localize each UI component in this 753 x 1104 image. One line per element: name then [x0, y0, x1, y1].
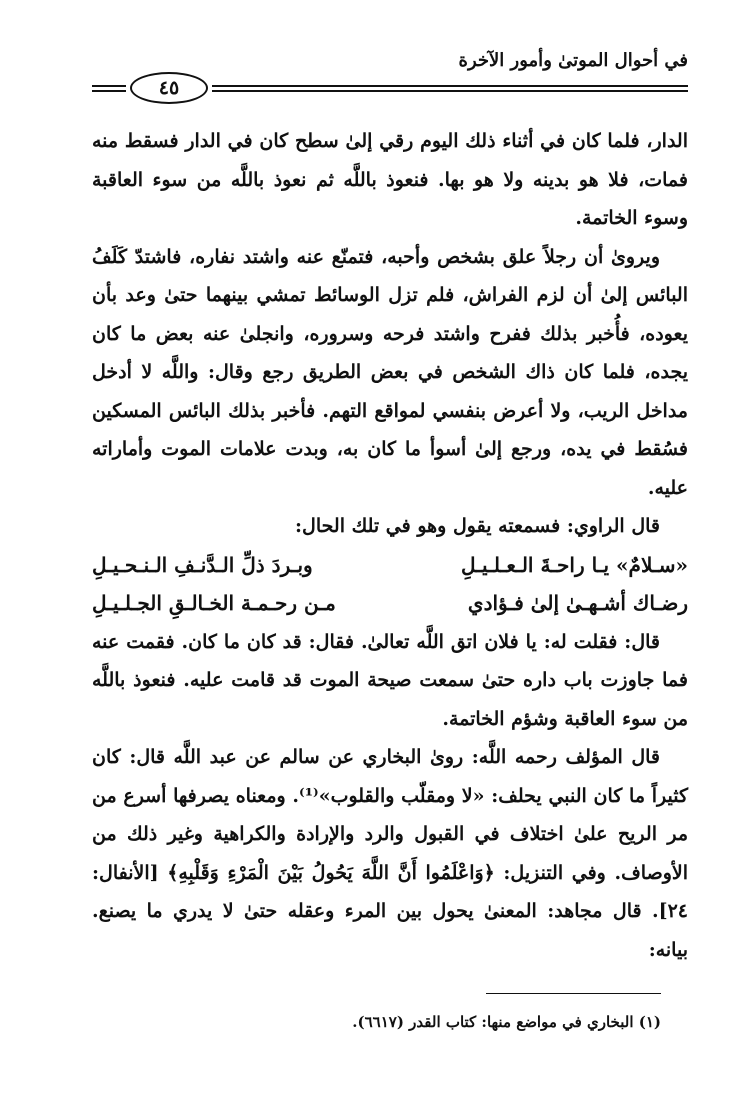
verse-line: [92, 584, 688, 623]
footnote: (١) البخاري في مواضع منها: كتاب القدر (٦٦١٧).: [352, 1013, 661, 1031]
verse-hemistich-first: «سـلامٌ» يـا راحـةَ الـعـلـيـلِ: [460, 552, 688, 577]
page-number: ٤٥: [130, 72, 208, 104]
verse-hemistich-second: مـن رحـمـة الخـالـقِ الجـلـيـلِ: [92, 591, 336, 615]
paragraph: قال الراوي: فسمعته يقول وهو في تلك الحال:: [295, 515, 660, 537]
footnote-divider: [486, 993, 661, 994]
page-header: [92, 50, 688, 100]
paragraph: ويروىٰ أن رجلاً علق بشخص وأحبه، فتمنّع عنه واشتد نفاره، فاشتدّ كَلَفُ البائس إلىٰ أن لزم الفراش، فلم تزل الوسائط تمشي بينهما حتىٰ وعد بأن يعوده، فأُخبر بذلك ففرح واشتد فرحه وسروره، وانجلىٰ عنه بعض ما كان يجده، فلما كان ذاك الشخص في بعض الطريق رجع وقال: واللَّه لا أدخل مداخل الريب، ولا أعرض بنفسي لمواقع التهم. فأخبر بذلك البائس المسكين فسُقط في يده، ورجع إلىٰ أسوأ ما كان به، وبدت علامات الموت وأماراته عليه.: [92, 245, 688, 499]
header-rule-right: [212, 85, 688, 92]
running-title: في أحوال الموتىٰ وأمور الآخرة: [458, 50, 688, 71]
main-text: [92, 122, 688, 969]
verse-line: [92, 546, 688, 585]
verse-hemistich-second: وبـردَ ذلِّ الـدَّنـفِ الـنـحـيـلِ: [92, 552, 313, 577]
paragraph: قال المؤلف رحمه اللَّه: روىٰ البخاري عن سالم عن عبد اللَّه قال: كان كثيراً ما كان النبي يحلف: «لا ومقلّب والقلوب»⁽¹⁾. ومعناه يصرفها أسرع من مر الريح علىٰ اختلاف في القبول والرد والإرادة والكراهية وغير ذلك من الأوصاف. وفي التنزيل: ﴿وَاعْلَمُوا أَنَّ اللَّهَ يَحُولُ بَيْنَ الْمَرْءِ وَقَلْبِهِ﴾ [الأنفال: ٢٤]. قال مجاهد: المعنىٰ يحول بين المرء وعقله حتىٰ لا يدري ما يصنع. بيانه:: [92, 746, 689, 961]
paragraph: الدار، فلما كان في أثناء ذلك اليوم رقي إلىٰ سطح كان في الدار فسقط منه فمات، فلا هو بدينه ولا هو بها. فنعوذ باللَّه ثم نعوذ باللَّه من سوء العاقبة وسوء الخاتمة.: [92, 130, 688, 229]
header-rule-left: [92, 85, 126, 92]
paragraph: قال: فقلت له: يا فلان اتق اللَّه تعالىٰ. فقال: قد كان ما كان. فقمت عنه فما جاوزت باب داره حتىٰ سمعت صيحة الموت قد قامت عليه. فنعوذ باللَّه من سوء العاقبة وشؤم الخاتمة.: [92, 630, 688, 730]
verse-hemistich-first: رضـاك أشـهـىٰ إلىٰ فـؤادي: [467, 591, 688, 615]
